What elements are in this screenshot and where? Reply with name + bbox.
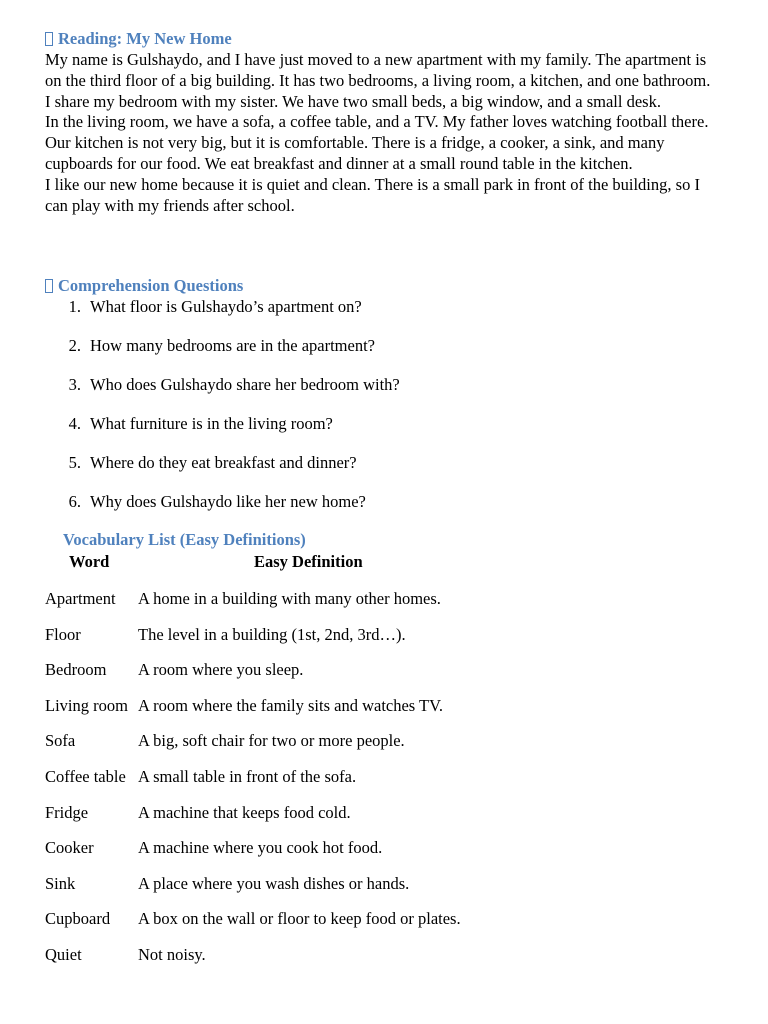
question-item [45, 335, 725, 374]
vocab-word: Fridge [45, 802, 89, 822]
vocab-definition: The level in a building (1st, 2nd, 3rd…). [138, 624, 406, 644]
reading-paragraph: My name is Gulshaydo, and I have just moved to a new apartment with my family. The apartment is on the third floor of a big building. It has two bedrooms, a living room, a kitchen, and one bathroom. [45, 50, 711, 90]
vocab-row [45, 802, 725, 838]
vocab-row [45, 695, 725, 731]
question-item [45, 491, 725, 530]
question-number: 4. [68, 414, 81, 433]
reading-heading [45, 29, 232, 49]
reading-paragraph: In the living room, we have a sofa, a coffee table, and a TV. My father loves watching football there. [45, 112, 709, 132]
vocab-row [45, 624, 725, 660]
question-number: 5. [68, 453, 81, 472]
question-item [45, 296, 725, 335]
question-text: Why does Gulshaydo like her new home? [90, 492, 366, 511]
vocab-column-definition: Easy Definition [254, 552, 363, 571]
vocab-row [45, 837, 725, 873]
question-text: Where do they eat breakfast and dinner? [90, 453, 357, 472]
vocab-row [45, 944, 725, 980]
question-item [45, 452, 725, 491]
vocab-word: Bedroom [45, 660, 107, 680]
vocabulary-table [45, 588, 725, 980]
question-item [45, 374, 725, 413]
reading-title: Reading: My New Home [58, 29, 232, 48]
vocab-word: Living room [45, 695, 128, 715]
question-number: 6. [68, 492, 81, 511]
vocab-word: Coffee table [45, 766, 126, 786]
question-text: What floor is Gulshaydo’s apartment on? [90, 297, 362, 316]
vocab-word: Quiet [45, 944, 82, 964]
vocab-definition: A room where you sleep. [138, 660, 304, 680]
vocab-word: Sink [45, 873, 76, 893]
vocab-definition: A home in a building with many other homes. [138, 589, 441, 608]
vocab-row [45, 908, 725, 944]
question-list [45, 296, 725, 530]
reading-paragraph: Our kitchen is not very big, but it is comfortable. There is a fridge, a cooker, a sink, and many cupboards for our food. We eat breakfast and dinner at a small round table in the kitchen. [45, 133, 665, 173]
vocab-word: Cooker [45, 838, 94, 858]
vocab-definition: A room where the family sits and watches TV. [138, 695, 444, 715]
vocab-definition: A box on the wall or floor to keep food or plates. [138, 909, 461, 929]
question-number: 1. [68, 297, 81, 316]
vocab-definition: A small table in front of the sofa. [138, 766, 357, 786]
vocabulary-heading: Vocabulary List (Easy Definitions) [63, 530, 306, 549]
vocab-word: Apartment [45, 589, 116, 608]
vocab-definition: A place where you wash dishes or hands. [138, 873, 410, 893]
reading-paragraph: I like our new home because it is quiet and clean. There is a small park in front of the building, so I can play with my friends after school. [45, 174, 700, 215]
comprehension-title: Comprehension Questions [58, 276, 244, 295]
question-item [45, 413, 725, 452]
vocab-word: Sofa [45, 731, 76, 751]
question-number: 3. [68, 375, 81, 394]
vocab-definition: A big, soft chair for two or more people. [138, 731, 405, 751]
reading-paragraph: I share my bedroom with my sister. We have two small beds, a big window, and a small desk. [45, 91, 661, 111]
question-text: What furniture is in the living room? [90, 414, 333, 433]
vocab-definition: Not noisy. [138, 944, 206, 964]
vocab-definition: A machine that keeps food cold. [138, 802, 351, 822]
reading-text [45, 50, 725, 216]
question-text: Who does Gulshaydo share her bedroom with? [90, 375, 400, 394]
vocab-definition: A machine where you cook hot food. [138, 838, 383, 858]
comprehension-heading [45, 276, 243, 296]
missing-glyph-icon [45, 32, 53, 46]
vocab-word: Cupboard [45, 909, 111, 929]
question-number: 2. [68, 336, 81, 355]
vocab-row [45, 588, 725, 624]
vocab-column-word: Word [69, 552, 110, 571]
vocab-word: Floor [45, 624, 81, 644]
vocab-row [45, 766, 725, 802]
vocab-row [45, 730, 725, 766]
missing-glyph-icon [45, 279, 53, 293]
vocab-row [45, 659, 725, 695]
question-text: How many bedrooms are in the apartment? [90, 336, 375, 355]
vocab-row [45, 873, 725, 909]
